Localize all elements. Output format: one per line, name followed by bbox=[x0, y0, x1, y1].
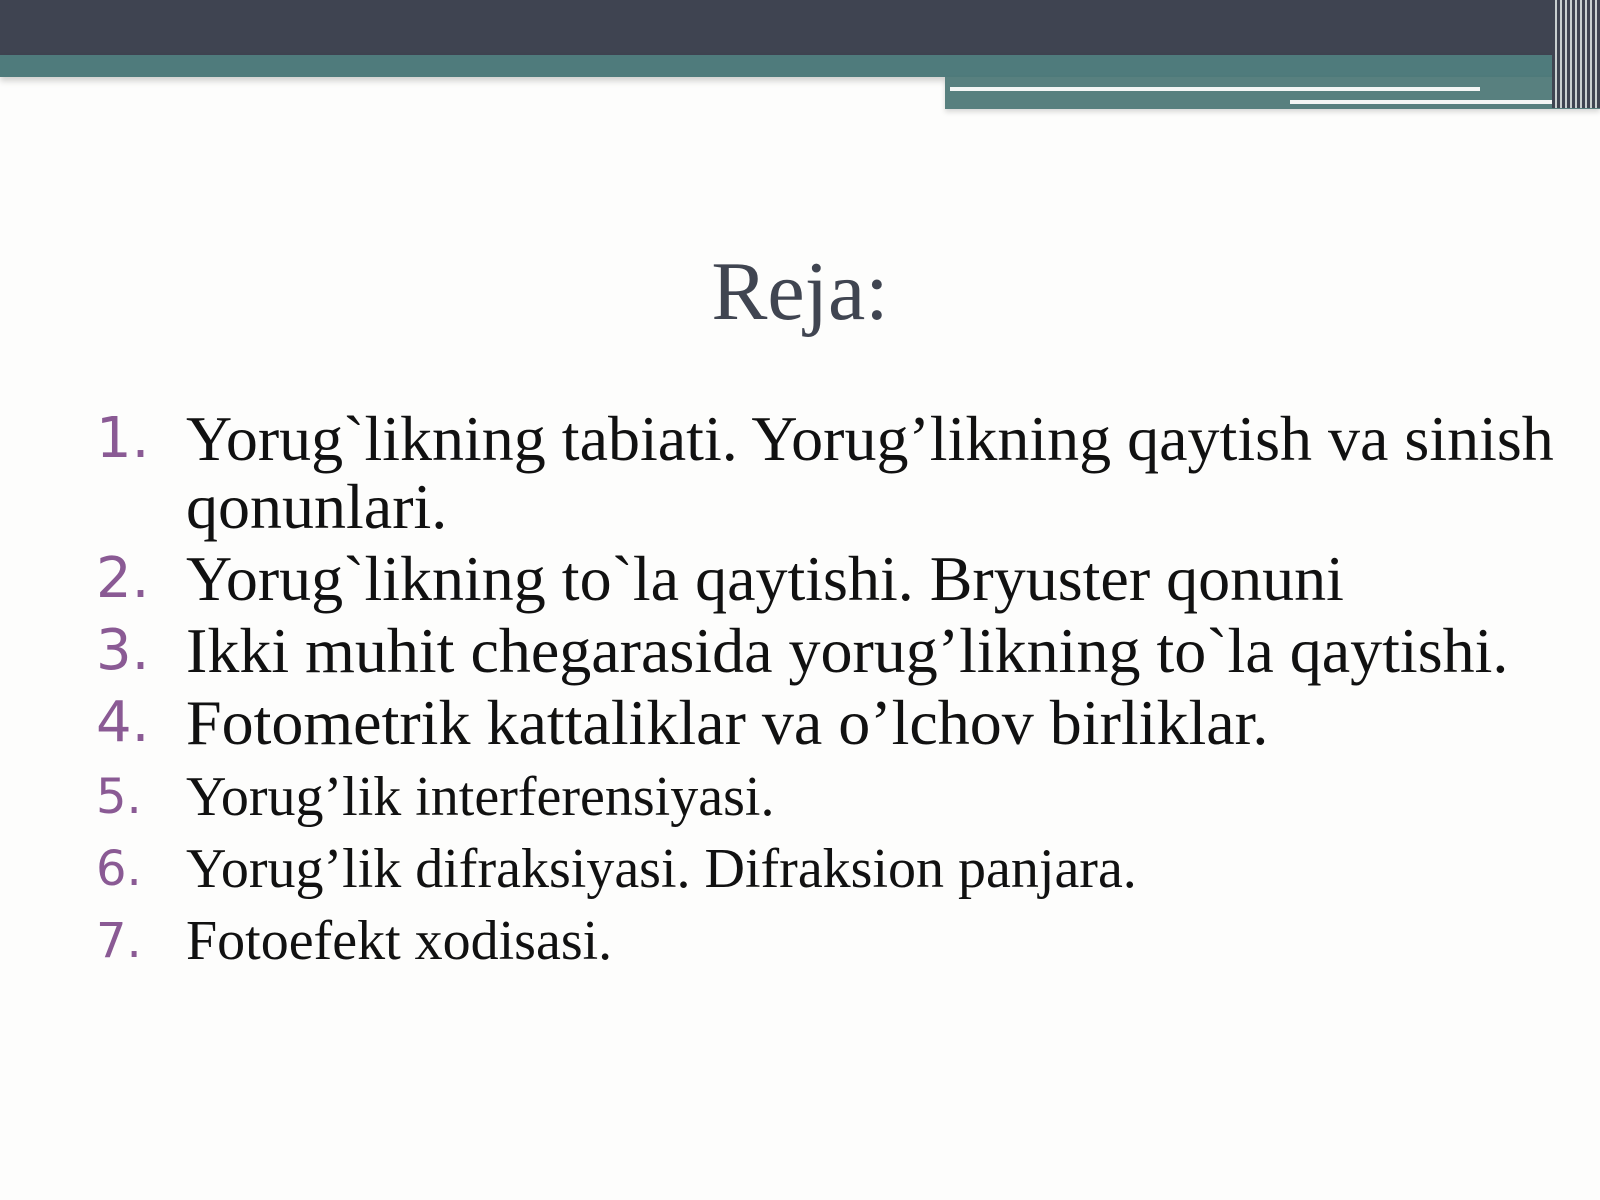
header-stripes bbox=[1552, 0, 1600, 108]
list-item-text: Yorug’lik difraksiyasi. Difraksion panjara. bbox=[186, 838, 1137, 900]
list-item-text: Yorug`likning to`la qaytishi. Bryuster qonuni bbox=[186, 543, 1344, 614]
list-item-number: 6. bbox=[96, 841, 142, 897]
header-teal-bar bbox=[0, 55, 1600, 77]
list-item bbox=[96, 689, 1576, 757]
list-item-number: 1. bbox=[96, 406, 150, 471]
header-dark-bar bbox=[0, 0, 1600, 55]
list-item bbox=[96, 765, 1576, 829]
list-item-text: Yorug`likning tabiati. Yorug’likning qaytish va sinish qonunlari. bbox=[186, 403, 1554, 542]
list-item-number: 7. bbox=[96, 913, 142, 969]
list-item-text: Fotometrik kattaliklar va o’lchov birliklar. bbox=[186, 687, 1269, 758]
list-item-text: Fotoefekt xodisasi. bbox=[186, 910, 613, 972]
list-item-number: 5. bbox=[96, 769, 142, 825]
list-item bbox=[96, 617, 1576, 685]
list-item-number: 3. bbox=[96, 618, 150, 683]
list-item bbox=[96, 545, 1576, 613]
list-item-text: Yorug’lik interferensiyasi. bbox=[186, 766, 775, 828]
list-item bbox=[96, 837, 1576, 901]
list-item-number: 4. bbox=[96, 690, 150, 755]
header-accent-line bbox=[950, 87, 1480, 91]
list-item bbox=[96, 405, 1576, 541]
slide-title: Reja: bbox=[711, 245, 889, 338]
list-item bbox=[96, 909, 1576, 973]
header-teal-accent bbox=[945, 77, 1600, 109]
list-item-number: 2. bbox=[96, 546, 150, 611]
header-accent-line-short bbox=[1290, 100, 1570, 104]
list-item-text: Ikki muhit chegarasida yorug’likning to`la qaytishi. bbox=[186, 615, 1509, 686]
plan-list bbox=[96, 405, 1576, 973]
